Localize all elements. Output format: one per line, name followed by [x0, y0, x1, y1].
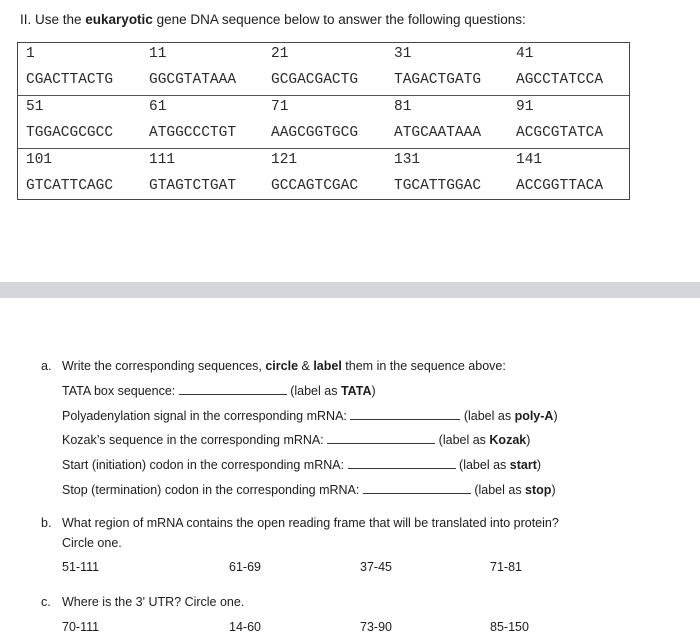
dna-segment: GGCGTATAAA	[149, 72, 237, 88]
dna-sequence-row	[18, 122, 629, 149]
position-number: 141	[516, 152, 543, 168]
section-heading: II. Use the eukaryotic gene DNA sequence below to answer the following questions:	[20, 12, 526, 27]
orf-option[interactable]: 61-69	[229, 560, 261, 574]
position-number: 121	[271, 152, 298, 168]
tata-box-prompt: TATA box sequence: (label as TATA)	[62, 384, 376, 398]
position-number: 101	[26, 152, 53, 168]
kozak-prompt: Kozak’s sequence in the corresponding mRNA: (label as Kozak)	[62, 433, 531, 447]
dna-sequence-row	[18, 175, 629, 201]
position-number: 81	[394, 99, 412, 115]
position-number: 71	[271, 99, 289, 115]
position-number-row	[18, 96, 629, 122]
position-number: 61	[149, 99, 167, 115]
dna-sequence-row	[18, 69, 629, 96]
position-number: 31	[394, 46, 412, 62]
position-number: 51	[26, 99, 44, 115]
dna-segment: ATGCAATAAA	[394, 125, 482, 141]
question-a-instruction: Write the corresponding sequences, circle & label them in the sequence above:	[62, 359, 506, 373]
start-codon-answer-blank[interactable]	[348, 458, 456, 469]
dna-segment: TGCATTGGAC	[394, 178, 482, 194]
position-number-row	[18, 43, 629, 69]
dna-segment: ACGCGTATCA	[516, 125, 604, 141]
question-b-circle-one: Circle one.	[62, 536, 122, 550]
dna-segment: AAGCGGTGCG	[271, 125, 359, 141]
question-c-marker: c.	[41, 595, 51, 609]
orf-option[interactable]: 51-111	[62, 560, 100, 574]
utr-option[interactable]: 70-111	[62, 620, 100, 634]
dna-sequence-table	[17, 42, 630, 200]
kozak-answer-blank[interactable]	[327, 433, 435, 444]
tata-box-answer-blank[interactable]	[179, 384, 287, 395]
orf-option[interactable]: 37-45	[360, 560, 392, 574]
question-c-text: Where is the 3' UTR? Circle one.	[62, 595, 245, 609]
question-b-text: What region of mRNA contains the open reading frame that will be translated into protein?	[62, 516, 559, 530]
position-number: 21	[271, 46, 289, 62]
dna-segment: GTAGTCTGAT	[149, 178, 237, 194]
utr-option[interactable]: 85-150	[490, 620, 529, 634]
page-divider	[0, 282, 700, 298]
position-number: 1	[26, 46, 35, 62]
question-b-marker: b.	[41, 516, 52, 530]
utr-option[interactable]: 73-90	[360, 620, 392, 634]
position-number: 131	[394, 152, 421, 168]
dna-segment: ATGGCCCTGT	[149, 125, 237, 141]
polyadenylation-prompt: Polyadenylation signal in the corresponding mRNA: (label as poly-A)	[62, 409, 558, 423]
position-number: 111	[149, 152, 176, 168]
dna-segment: ACCGGTTACA	[516, 178, 604, 194]
dna-segment: TAGACTGATG	[394, 72, 482, 88]
stop-codon-prompt: Stop (termination) codon in the corresponding mRNA: (label as stop)	[62, 483, 556, 497]
question-a-marker: a.	[41, 359, 52, 373]
dna-segment: GCCAGTCGAC	[271, 178, 359, 194]
dna-segment: AGCCTATCCA	[516, 72, 604, 88]
start-codon-prompt: Start (initiation) codon in the corresponding mRNA: (label as start)	[62, 458, 542, 472]
position-number-row	[18, 149, 629, 175]
position-number: 11	[149, 46, 167, 62]
utr-option[interactable]: 14-60	[229, 620, 261, 634]
dna-segment: CGACTTACTG	[26, 72, 114, 88]
dna-segment: GCGACGACTG	[271, 72, 359, 88]
dna-segment: TGGACGCGCC	[26, 125, 114, 141]
polyadenylation-answer-blank[interactable]	[350, 409, 460, 420]
position-number: 91	[516, 99, 534, 115]
orf-option[interactable]: 71-81	[490, 560, 522, 574]
position-number: 41	[516, 46, 534, 62]
stop-codon-answer-blank[interactable]	[363, 483, 471, 494]
dna-segment: GTCATTCAGC	[26, 178, 114, 194]
